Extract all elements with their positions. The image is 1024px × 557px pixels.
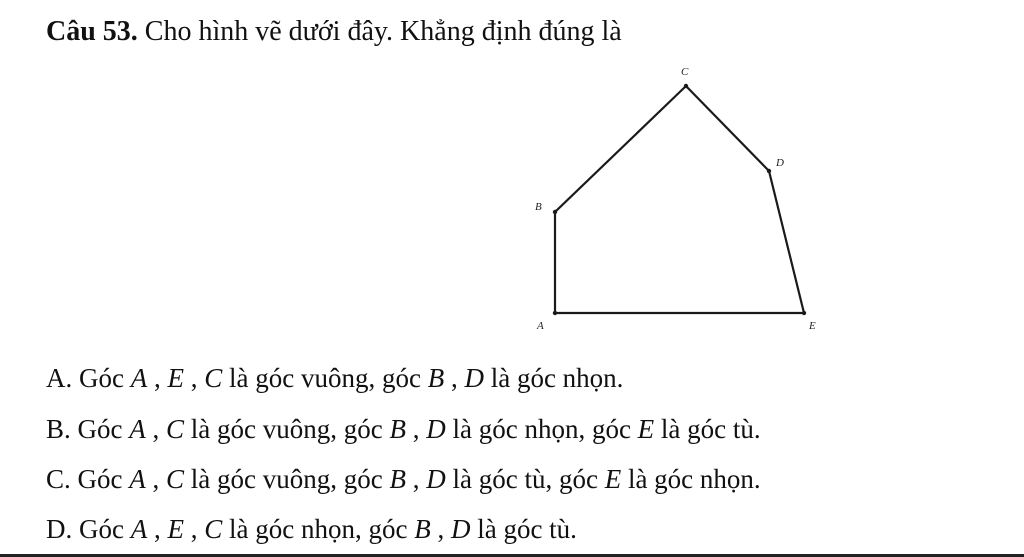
option-a-var-1: A	[130, 363, 148, 393]
option-b-var-4: D	[426, 414, 446, 444]
option-a-sep-3: là góc vuông, góc	[222, 363, 428, 393]
option-d-var-5: D	[450, 514, 471, 544]
option-b-sep-2: là góc vuông, góc	[184, 414, 390, 444]
pentagon-shape	[555, 86, 804, 313]
vertex-e-label: E	[809, 320, 816, 332]
option-b-sep-5: là góc tù.	[654, 414, 761, 444]
vertex-a-label: A	[537, 320, 544, 332]
option-c-sep-5: là góc nhọn.	[621, 464, 761, 494]
option-c-sep-1: ,	[145, 464, 166, 494]
option-d-var-4: B	[414, 514, 431, 544]
option-b-var-2: C	[166, 414, 185, 444]
vertex-b-label: B	[535, 201, 542, 213]
option-d-sep-1: ,	[147, 514, 168, 544]
option-b-var-5: E	[637, 414, 655, 444]
vertex-c-point	[684, 84, 688, 88]
option-d-var-3: C	[204, 514, 223, 544]
vertex-c-label: C	[681, 66, 689, 78]
option-b-sep-1: ,	[145, 414, 166, 444]
option-a-var-2: E	[167, 363, 184, 393]
option-c-var-3: B	[389, 464, 406, 494]
option-c-sep-3: ,	[405, 464, 427, 494]
option-b-var-1: A	[129, 414, 146, 444]
option-b-sep-4: là góc nhọn, góc	[445, 414, 638, 444]
vertex-b-point	[553, 210, 557, 214]
option-c-var-4: D	[426, 464, 446, 494]
option-c[interactable]	[46, 461, 761, 497]
option-a-sep-1: ,	[147, 363, 168, 393]
option-c-var-5: E	[604, 464, 622, 494]
option-a-prefix: A. Góc	[46, 363, 131, 393]
option-d-prefix: D. Góc	[46, 514, 131, 544]
option-a-sep-2: ,	[183, 363, 205, 393]
option-d-sep-3: là góc nhọn, góc	[222, 514, 415, 544]
vertex-e-point	[802, 311, 806, 315]
option-d[interactable]	[46, 511, 577, 547]
option-a-sep-4: ,	[444, 363, 465, 393]
option-a-sep-5: là góc nhọn.	[483, 363, 624, 393]
vertex-d-label: D	[776, 157, 784, 169]
option-a[interactable]	[46, 360, 623, 396]
option-c-sep-2: là góc vuông, góc	[184, 464, 390, 494]
option-d-sep-5: là góc tù.	[470, 514, 577, 544]
option-b-prefix: B. Góc	[46, 414, 130, 444]
option-b-sep-3: ,	[405, 414, 427, 444]
vertex-d-point	[767, 169, 771, 173]
question-text: Cho hình vẽ dưới đây. Khẳng định đúng là	[137, 16, 622, 47]
option-c-var-1: A	[129, 464, 146, 494]
option-c-var-2: C	[166, 464, 185, 494]
option-b-var-3: B	[389, 414, 406, 444]
option-a-var-5: D	[464, 363, 484, 393]
option-c-sep-4: là góc tù, góc	[445, 464, 605, 494]
option-c-prefix: C. Góc	[46, 464, 130, 494]
vertex-a-point	[553, 311, 557, 315]
question-number: Câu 53.	[46, 16, 138, 47]
option-a-var-4: B	[427, 363, 445, 393]
option-d-sep-2: ,	[183, 514, 205, 544]
option-d-var-1: A	[130, 514, 148, 544]
option-b[interactable]	[46, 411, 761, 447]
option-a-var-3: C	[204, 363, 223, 393]
option-d-var-2: E	[167, 514, 184, 544]
option-d-sep-4: ,	[430, 514, 451, 544]
